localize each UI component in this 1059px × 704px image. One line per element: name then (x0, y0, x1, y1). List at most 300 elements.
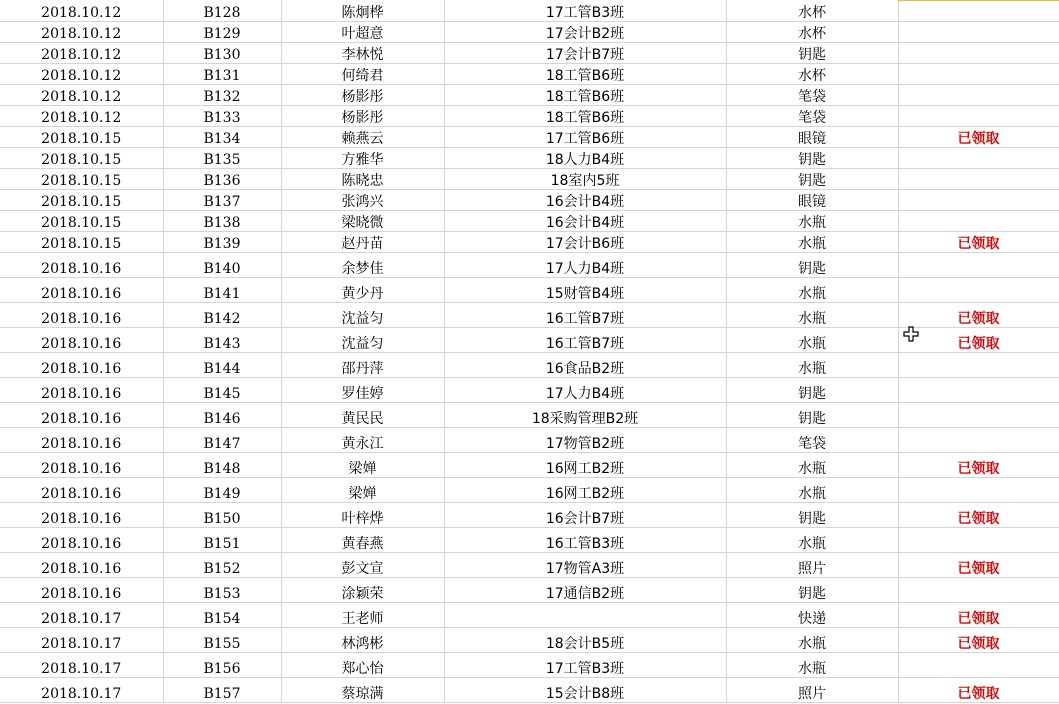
cell-item[interactable] (726, 577, 898, 602)
cell-name[interactable] (281, 402, 444, 427)
cell-class[interactable] (444, 452, 726, 477)
cell-item[interactable] (726, 21, 898, 42)
cell-name-text: 余梦佳 (341, 260, 384, 277)
cell-status[interactable] (898, 252, 1059, 277)
cell-class[interactable] (444, 105, 726, 126)
cell-status[interactable] (898, 0, 1059, 21)
cell-class[interactable] (444, 402, 726, 427)
cell-code-text: B130 (203, 46, 241, 63)
table-row (0, 627, 1059, 652)
cell-name-text: 沈益匀 (341, 335, 384, 352)
cell-code[interactable] (163, 552, 281, 577)
table-row (0, 147, 1059, 168)
cell-code[interactable] (163, 652, 281, 677)
table-row (0, 327, 1059, 352)
cell-status-text: 已领取 (957, 560, 1000, 577)
cell-item-text: 钥匙 (798, 410, 826, 427)
cell-class-text: 17人力B4班 (545, 260, 625, 277)
cell-date[interactable] (0, 0, 163, 21)
cell-item[interactable] (726, 231, 898, 252)
cell-item-text: 照片 (798, 560, 826, 577)
cell-class[interactable] (444, 168, 726, 189)
cell-name[interactable] (281, 652, 444, 677)
cell-code-text: B156 (203, 660, 241, 677)
cell-date-text: 2018.10.16 (41, 585, 122, 602)
cell-class-text: 16会计B4班 (545, 214, 625, 231)
cell-name[interactable] (281, 302, 444, 327)
cell-date[interactable] (0, 231, 163, 252)
cell-date-text: 2018.10.16 (41, 285, 122, 302)
cell-code[interactable] (163, 168, 281, 189)
cell-item[interactable] (726, 677, 898, 702)
cell-class-text: 17人力B4班 (545, 385, 625, 402)
cell-class[interactable] (444, 527, 726, 552)
cell-class-text: 17物管A3班 (545, 560, 625, 577)
cell-code[interactable] (163, 502, 281, 527)
cell-code[interactable] (163, 42, 281, 63)
table-row (0, 210, 1059, 231)
cell-status[interactable] (898, 377, 1059, 402)
cell-date[interactable] (0, 252, 163, 277)
cell-item-text: 钥匙 (798, 46, 826, 63)
cell-status[interactable] (898, 677, 1059, 702)
cell-class-text: 17会计B6班 (545, 235, 625, 252)
cell-item[interactable] (726, 42, 898, 63)
cell-code-text: B157 (203, 685, 241, 702)
selection-accent-line (898, 0, 1059, 1)
cell-name-text: 蔡琼满 (341, 685, 384, 702)
cell-item[interactable] (726, 377, 898, 402)
cell-code[interactable] (163, 210, 281, 231)
cell-code[interactable] (163, 452, 281, 477)
cell-date[interactable] (0, 84, 163, 105)
cell-status[interactable] (898, 189, 1059, 210)
cell-status[interactable] (898, 302, 1059, 327)
cell-item-text: 钥匙 (798, 385, 826, 402)
cell-code[interactable] (163, 527, 281, 552)
cell-class[interactable] (444, 352, 726, 377)
cell-code[interactable] (163, 377, 281, 402)
cell-item-text: 水瓶 (798, 235, 826, 252)
cell-name[interactable] (281, 427, 444, 452)
cell-class-text: 16工管B7班 (545, 310, 625, 327)
cell-date[interactable] (0, 477, 163, 502)
cell-name-text: 黄少丹 (341, 285, 384, 302)
cell-date-text: 2018.10.12 (41, 4, 122, 21)
cell-code-text: B135 (203, 151, 241, 168)
cell-name[interactable] (281, 168, 444, 189)
cell-item[interactable] (726, 627, 898, 652)
cell-date[interactable] (0, 427, 163, 452)
cell-name[interactable] (281, 677, 444, 702)
cell-name[interactable] (281, 231, 444, 252)
cell-class[interactable] (444, 63, 726, 84)
cell-class[interactable] (444, 210, 726, 231)
cell-name-text: 陈炯桦 (341, 4, 384, 21)
cell-class[interactable] (444, 327, 726, 352)
cell-item-text: 笔袋 (798, 109, 826, 126)
cell-status[interactable] (898, 84, 1059, 105)
cell-status[interactable] (898, 231, 1059, 252)
cell-name[interactable] (281, 277, 444, 302)
cell-item[interactable] (726, 105, 898, 126)
cell-name[interactable] (281, 42, 444, 63)
cell-date-text: 2018.10.12 (41, 25, 122, 42)
cell-name[interactable] (281, 63, 444, 84)
table-row (0, 677, 1059, 702)
table-row (0, 126, 1059, 147)
table-row (0, 377, 1059, 402)
cell-class-text: 16工管B7班 (545, 335, 625, 352)
cell-status[interactable] (898, 210, 1059, 231)
cell-date-text: 2018.10.15 (41, 151, 122, 168)
cell-status[interactable] (898, 502, 1059, 527)
cell-date-text: 2018.10.15 (41, 214, 122, 231)
cell-class[interactable] (444, 652, 726, 677)
cell-class-text: 17工管B3班 (545, 4, 625, 21)
cell-class[interactable] (444, 427, 726, 452)
table-row (0, 527, 1059, 552)
cell-status[interactable] (898, 168, 1059, 189)
cell-status[interactable] (898, 452, 1059, 477)
cell-class[interactable] (444, 252, 726, 277)
cell-item[interactable] (726, 652, 898, 677)
cell-date-text: 2018.10.17 (41, 660, 122, 677)
cell-item[interactable] (726, 552, 898, 577)
cell-date[interactable] (0, 577, 163, 602)
cell-status[interactable] (898, 627, 1059, 652)
cell-date[interactable] (0, 302, 163, 327)
cell-name[interactable] (281, 377, 444, 402)
cell-name[interactable] (281, 552, 444, 577)
cell-date[interactable] (0, 602, 163, 627)
cell-item-text: 照片 (798, 685, 826, 702)
cell-item[interactable] (726, 168, 898, 189)
cell-class[interactable] (444, 147, 726, 168)
cell-item[interactable] (726, 477, 898, 502)
cell-class[interactable] (444, 677, 726, 702)
cell-code-text: B142 (203, 310, 241, 327)
cell-code[interactable] (163, 627, 281, 652)
cell-status[interactable] (898, 277, 1059, 302)
cell-date[interactable] (0, 452, 163, 477)
cell-date[interactable] (0, 168, 163, 189)
cell-name[interactable] (281, 189, 444, 210)
cell-class[interactable] (444, 277, 726, 302)
cell-item[interactable] (726, 147, 898, 168)
table-row (0, 552, 1059, 577)
table-row (0, 477, 1059, 502)
cell-item[interactable] (726, 302, 898, 327)
cell-item[interactable] (726, 352, 898, 377)
cell-name[interactable] (281, 0, 444, 21)
cell-class-text: 17物管B2班 (545, 435, 625, 452)
cell-class[interactable] (444, 0, 726, 21)
cell-code-text: B141 (203, 285, 241, 302)
cell-date[interactable] (0, 327, 163, 352)
cell-name-text: 何绮君 (341, 67, 384, 84)
cell-status[interactable] (898, 327, 1059, 352)
cell-name-text: 杨影彤 (341, 109, 384, 126)
cell-class-text: 16食品B2班 (545, 360, 625, 377)
cell-name[interactable] (281, 352, 444, 377)
cell-date-text: 2018.10.16 (41, 560, 122, 577)
cell-date[interactable] (0, 652, 163, 677)
cell-class[interactable] (444, 231, 726, 252)
cell-name-text: 陈晓忠 (341, 172, 384, 189)
cell-name-text: 邵丹萍 (341, 360, 384, 377)
cell-name[interactable] (281, 602, 444, 627)
table-row (0, 84, 1059, 105)
cell-name[interactable] (281, 105, 444, 126)
cell-code[interactable] (163, 126, 281, 147)
cell-name-text: 梁婵 (348, 485, 377, 502)
cell-code-text: B128 (203, 4, 241, 21)
cell-item[interactable] (726, 402, 898, 427)
cell-date-text: 2018.10.17 (41, 610, 122, 627)
table-row (0, 452, 1059, 477)
cell-code[interactable] (163, 252, 281, 277)
cell-item-text: 水杯 (798, 4, 826, 21)
cell-class[interactable] (444, 189, 726, 210)
cell-name-text: 彭文宣 (341, 560, 384, 577)
cell-name[interactable] (281, 502, 444, 527)
cell-class[interactable] (444, 42, 726, 63)
cell-code[interactable] (163, 402, 281, 427)
cell-name[interactable] (281, 527, 444, 552)
cell-class[interactable] (444, 502, 726, 527)
cell-code-text: B146 (203, 410, 241, 427)
cell-status[interactable] (898, 147, 1059, 168)
cell-class[interactable] (444, 84, 726, 105)
cell-code[interactable] (163, 427, 281, 452)
cell-status[interactable] (898, 105, 1059, 126)
cell-date-text: 2018.10.16 (41, 485, 122, 502)
cell-date[interactable] (0, 147, 163, 168)
cell-item-text: 快递 (798, 610, 826, 627)
cell-class-text: 16网工B2班 (545, 485, 625, 502)
cell-class[interactable] (444, 302, 726, 327)
cell-class-text: 17会计B2班 (545, 25, 625, 42)
cell-class[interactable] (444, 627, 726, 652)
cell-code-text: B155 (203, 635, 241, 652)
table-row (0, 0, 1059, 21)
cell-status[interactable] (898, 402, 1059, 427)
cell-class[interactable] (444, 602, 726, 627)
cell-class[interactable] (444, 577, 726, 602)
cell-date-text: 2018.10.17 (41, 685, 122, 702)
cell-item-text: 眼镜 (798, 130, 826, 147)
cell-status[interactable] (898, 652, 1059, 677)
cell-code[interactable] (163, 327, 281, 352)
cell-item-text: 水瓶 (798, 214, 826, 231)
cell-class[interactable] (444, 477, 726, 502)
cell-status[interactable] (898, 63, 1059, 84)
cell-date[interactable] (0, 105, 163, 126)
cell-item-text: 水瓶 (798, 635, 826, 652)
cell-name-text: 黄永江 (341, 435, 384, 452)
cell-date[interactable] (0, 402, 163, 427)
cell-date[interactable] (0, 21, 163, 42)
cell-status-text: 已领取 (957, 335, 1000, 352)
cell-status[interactable] (898, 527, 1059, 552)
cell-status[interactable] (898, 577, 1059, 602)
cell-code[interactable] (163, 352, 281, 377)
cell-status[interactable] (898, 42, 1059, 63)
table-row (0, 105, 1059, 126)
cell-class-text: 18采购管理B2班 (531, 410, 639, 427)
cell-date-text: 2018.10.15 (41, 130, 122, 147)
cell-item[interactable] (726, 252, 898, 277)
cell-code[interactable] (163, 63, 281, 84)
cell-class-text: 18会计B5班 (545, 635, 625, 652)
cell-class-text: 16会计B4班 (545, 193, 625, 210)
cell-date[interactable] (0, 527, 163, 552)
cell-date-text: 2018.10.16 (41, 410, 122, 427)
cell-name-text: 赖燕云 (341, 130, 384, 147)
cell-name[interactable] (281, 21, 444, 42)
cell-code[interactable] (163, 477, 281, 502)
cell-code[interactable] (163, 0, 281, 21)
cell-date-text: 2018.10.12 (41, 109, 122, 126)
cell-status[interactable] (898, 552, 1059, 577)
cell-item-text: 钥匙 (798, 172, 826, 189)
cell-item[interactable] (726, 84, 898, 105)
cell-name-text: 方雅华 (341, 151, 384, 168)
cell-code[interactable] (163, 189, 281, 210)
cell-item-text: 水瓶 (798, 460, 826, 477)
cell-name-text: 梁晓微 (341, 214, 384, 231)
cell-class[interactable] (444, 21, 726, 42)
cell-code-text: B140 (203, 260, 241, 277)
cell-name-text: 李林悦 (341, 46, 384, 63)
cell-item-text: 水瓶 (798, 285, 826, 302)
cell-item-text: 眼镜 (798, 193, 826, 210)
cell-date[interactable] (0, 552, 163, 577)
cell-name-text: 林鸿彬 (341, 635, 384, 652)
cell-code-text: B150 (203, 510, 241, 527)
cell-date-text: 2018.10.16 (41, 510, 122, 527)
cell-class-text: 16会计B7班 (545, 510, 625, 527)
cell-date-text: 2018.10.15 (41, 193, 122, 210)
cell-status[interactable] (898, 477, 1059, 502)
cell-class[interactable] (444, 552, 726, 577)
cell-item[interactable] (726, 602, 898, 627)
cell-code[interactable] (163, 602, 281, 627)
cell-name[interactable] (281, 452, 444, 477)
cell-item-text: 钥匙 (798, 510, 826, 527)
cell-code[interactable] (163, 84, 281, 105)
cell-item[interactable] (726, 327, 898, 352)
cell-date-text: 2018.10.16 (41, 460, 122, 477)
cell-class[interactable] (444, 126, 726, 147)
cell-name[interactable] (281, 147, 444, 168)
cell-code[interactable] (163, 105, 281, 126)
cell-item[interactable] (726, 452, 898, 477)
table-row (0, 577, 1059, 602)
cell-name[interactable] (281, 577, 444, 602)
table-row (0, 189, 1059, 210)
cell-item[interactable] (726, 502, 898, 527)
cell-status[interactable] (898, 602, 1059, 627)
cell-date[interactable] (0, 377, 163, 402)
cell-status[interactable] (898, 21, 1059, 42)
table-row (0, 352, 1059, 377)
cell-code[interactable] (163, 277, 281, 302)
cell-class-text: 18工管B6班 (545, 109, 625, 126)
cell-status[interactable] (898, 352, 1059, 377)
cell-code-text: B136 (203, 172, 241, 189)
cell-status-text: 已领取 (957, 635, 1000, 652)
cell-code[interactable] (163, 21, 281, 42)
cell-code[interactable] (163, 302, 281, 327)
cell-date[interactable] (0, 210, 163, 231)
cell-item-text: 钥匙 (798, 260, 826, 277)
cell-code-text: B151 (203, 535, 241, 552)
cell-item[interactable] (726, 63, 898, 84)
cell-status[interactable] (898, 427, 1059, 452)
cell-date[interactable] (0, 63, 163, 84)
cell-date-text: 2018.10.16 (41, 335, 122, 352)
cell-item[interactable] (726, 0, 898, 21)
cell-name-text: 杨影彤 (341, 88, 384, 105)
cell-code[interactable] (163, 577, 281, 602)
cell-code[interactable] (163, 147, 281, 168)
cell-name[interactable] (281, 477, 444, 502)
cell-class-text: 18工管B6班 (545, 88, 625, 105)
cell-date[interactable] (0, 627, 163, 652)
cell-name[interactable] (281, 210, 444, 231)
cell-class[interactable] (444, 377, 726, 402)
cell-date-text: 2018.10.12 (41, 46, 122, 63)
cell-item[interactable] (726, 126, 898, 147)
cell-code-text: B147 (203, 435, 241, 452)
cell-date[interactable] (0, 502, 163, 527)
cell-name[interactable] (281, 627, 444, 652)
cell-code[interactable] (163, 677, 281, 702)
cell-item-text: 水瓶 (798, 535, 826, 552)
cell-status[interactable] (898, 126, 1059, 147)
cell-name[interactable] (281, 252, 444, 277)
cell-class-text: 15会计B8班 (545, 685, 625, 702)
cell-code-text: B144 (203, 360, 241, 377)
cell-item[interactable] (726, 427, 898, 452)
table-row (0, 502, 1059, 527)
cell-code-text: B148 (203, 460, 241, 477)
cell-class-text: 17会计B7班 (545, 46, 625, 63)
cell-date[interactable] (0, 126, 163, 147)
table-row (0, 231, 1059, 252)
cell-item[interactable] (726, 527, 898, 552)
cell-date[interactable] (0, 189, 163, 210)
cell-status-text: 已领取 (957, 610, 1000, 627)
cell-item[interactable] (726, 189, 898, 210)
cell-date[interactable] (0, 42, 163, 63)
cell-name[interactable] (281, 84, 444, 105)
cell-name[interactable] (281, 327, 444, 352)
cell-date[interactable] (0, 277, 163, 302)
cell-date-text: 2018.10.16 (41, 435, 122, 452)
cell-name[interactable] (281, 126, 444, 147)
cell-date[interactable] (0, 677, 163, 702)
cell-date-text: 2018.10.16 (41, 310, 122, 327)
cell-date[interactable] (0, 352, 163, 377)
cell-code-text: B134 (203, 130, 241, 147)
cell-item[interactable] (726, 277, 898, 302)
cell-code-text: B137 (203, 193, 241, 210)
cell-item[interactable] (726, 210, 898, 231)
cell-code[interactable] (163, 231, 281, 252)
